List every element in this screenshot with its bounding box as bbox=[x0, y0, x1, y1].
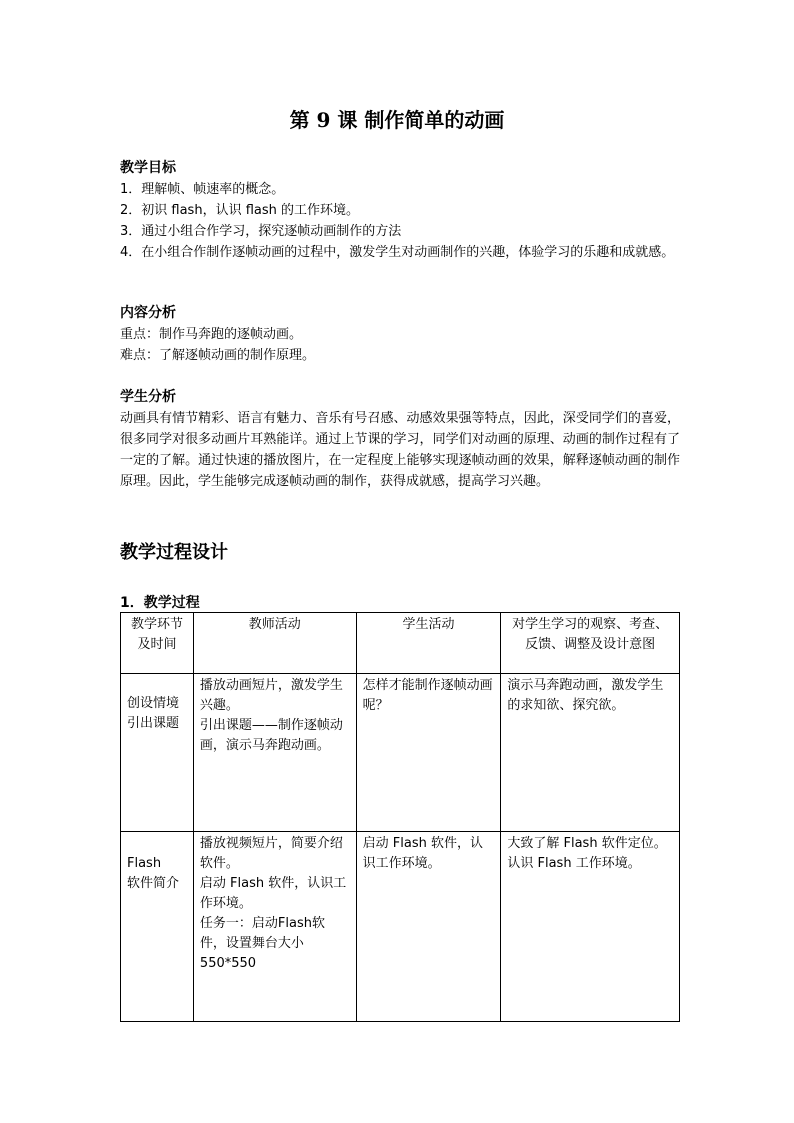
content-section bbox=[120, 303, 680, 366]
stage-cell: Flash 软件简介 bbox=[121, 832, 194, 1022]
goal-item: 3．通过小组合作学习，探究逐帧动画制作的方法 bbox=[120, 224, 402, 239]
table-row bbox=[121, 674, 680, 832]
teacher-cell: 播放动画短片，激发学生兴趣。 引出课题——制作逐帧动画，演示马奔跑动画。 bbox=[193, 674, 356, 832]
header-notes: 对学生学习的观察、考查、 反馈、调整及设计意图 bbox=[501, 613, 680, 674]
goals-heading: 教学目标 bbox=[120, 160, 176, 176]
table-row bbox=[121, 832, 680, 1022]
goal-item: 2．初识 flash，认识 flash 的工作环境。 bbox=[120, 203, 360, 218]
process-table bbox=[120, 612, 680, 1022]
design-heading: 教学过程设计 bbox=[120, 542, 228, 563]
students-heading: 学生分析 bbox=[120, 389, 176, 405]
goal-item: 1．理解帧、帧速率的概念。 bbox=[120, 182, 285, 197]
student-cell: 启动 Flash 软件，认识工作环境。 bbox=[356, 832, 501, 1022]
key-point: 重点：制作马奔跑的逐帧动画。 bbox=[120, 327, 303, 342]
teacher-cell: 播放视频短片，简要介绍软件。 启动 Flash 软件，认识工作环境。 任务一：启动Flash软件，设置舞台大小 550*550 bbox=[193, 832, 356, 1022]
page-title: 第 9 课 制作简单的动画 bbox=[289, 108, 505, 132]
notes-cell: 演示马奔跑动画，激发学生的求知欲、探究欲。 bbox=[501, 674, 680, 832]
process-heading: 1．教学过程 bbox=[120, 595, 200, 611]
header-stage: 教学环节及时间 bbox=[121, 613, 194, 674]
notes-cell: 大致了解 Flash 软件定位。 认识 Flash 工作环境。 bbox=[501, 832, 680, 1022]
table-header-row bbox=[121, 613, 680, 674]
stage-cell: 创设情境 引出课题 bbox=[121, 674, 194, 832]
header-teacher: 教师活动 bbox=[193, 613, 356, 674]
students-section bbox=[120, 387, 680, 492]
students-text: 动画具有情节精彩、语言有魅力、音乐有号召感、动感效果强等特点，因此，深受同学们的喜爱，很多同学对很多动画片耳熟能详。通过上节课的学习，同学们对动画的原理、动画的制作过程有了一定的了解。通过快速的播放图片，在一定程度上能够实现逐帧动画的效果，解释逐帧动画的制作原理。因此，学生能够完成逐帧动画的制作，获得成就感，提高学习兴趣。 bbox=[120, 411, 680, 489]
student-cell: 怎样才能制作逐帧动画呢？ bbox=[356, 674, 501, 832]
goal-item: 4．在小组合作制作逐帧动画的过程中，激发学生对动画制作的兴趣，体验学习的乐趣和成就感。 bbox=[120, 245, 675, 260]
content-heading: 内容分析 bbox=[120, 305, 176, 321]
goals-section bbox=[120, 158, 680, 263]
header-student: 学生活动 bbox=[356, 613, 501, 674]
difficult-point: 难点：了解逐帧动画的制作原理。 bbox=[120, 348, 316, 363]
